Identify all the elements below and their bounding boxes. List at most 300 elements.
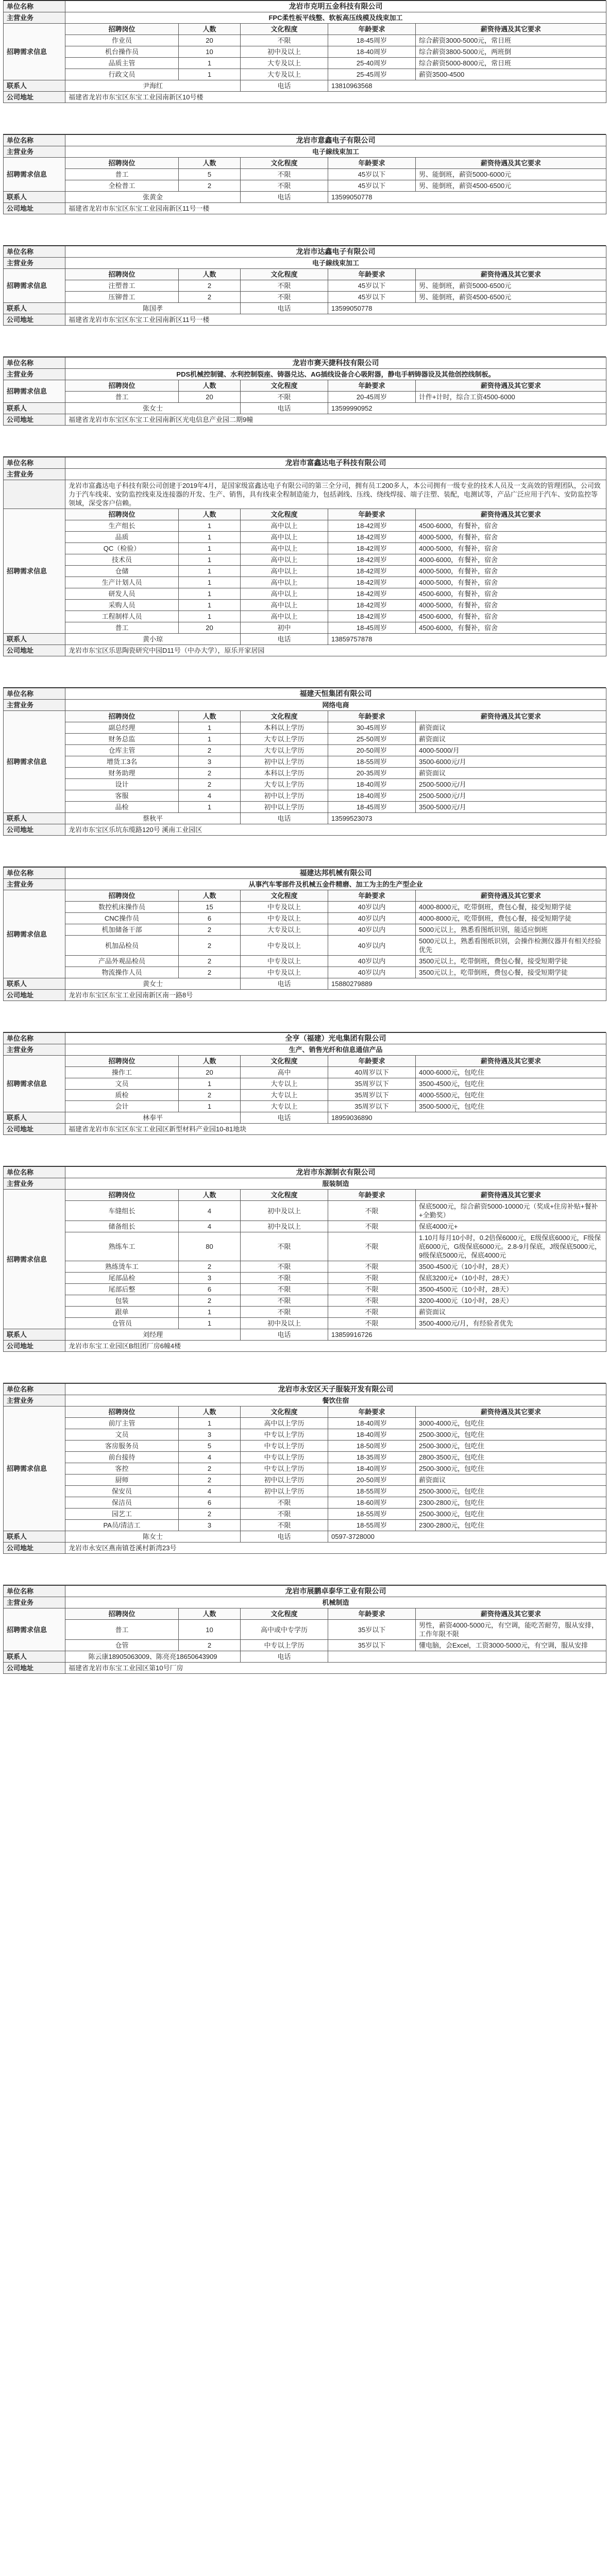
address-row — [4, 1543, 606, 1554]
job-education: 不限 — [241, 292, 328, 303]
job-row — [4, 69, 606, 80]
job-row — [4, 1463, 606, 1475]
job-post: 保洁员 — [65, 1497, 179, 1509]
job-education: 高中以上 — [241, 611, 328, 622]
job-post: 物流操作人员 — [65, 967, 179, 978]
address-row — [4, 203, 606, 214]
job-row — [4, 1520, 606, 1531]
job-post: 机加储备干部 — [65, 924, 179, 936]
company-name-row — [4, 1384, 606, 1395]
row-label — [4, 480, 65, 509]
contact-name: 尹海红 — [65, 80, 241, 92]
contact-name: 黄女士 — [65, 978, 241, 990]
row-label: 单位名称 — [4, 1586, 65, 1597]
job-count: 5 — [179, 169, 241, 180]
job-post: 会计 — [65, 1101, 179, 1112]
job-education: 中专及以上 — [241, 967, 328, 978]
job-post: 保安员 — [65, 1486, 179, 1497]
job-count: 2 — [179, 292, 241, 303]
company-address: 福建省龙岩市东宝工业园区第10号厂房 — [65, 1663, 606, 1674]
job-row — [4, 392, 606, 403]
job-education: 初中及以上 — [241, 46, 328, 58]
contact-row — [4, 634, 606, 645]
company-table — [3, 688, 606, 836]
contact-row — [4, 1651, 606, 1663]
job-post: 品质主管 — [65, 58, 179, 69]
job-count: 2 — [179, 768, 241, 779]
address-row — [4, 414, 606, 426]
job-age: 18-42周岁 — [328, 532, 416, 543]
job-education: 本科以上学历 — [241, 768, 328, 779]
contact-phone: 13599990952 — [328, 403, 606, 414]
job-salary: 男、能倒班，薪资4500-6500元 — [416, 292, 606, 303]
business-row — [4, 700, 606, 711]
job-count: 2 — [179, 280, 241, 292]
contact-row — [4, 303, 606, 314]
row-label: 招聘需求信息 — [4, 158, 65, 192]
job-salary: 计件+计时，综合工资4500-6000 — [416, 392, 606, 403]
address-row — [4, 1124, 606, 1135]
column-header: 文化程度 — [241, 380, 328, 392]
job-count: 2 — [179, 1090, 241, 1101]
job-salary: 2500-3000元，包吃住 — [416, 1463, 606, 1475]
job-post: 客控 — [65, 1463, 179, 1475]
job-education: 大专以上学历 — [241, 779, 328, 790]
job-age: 不限 — [328, 1307, 416, 1318]
row-label: 联系人 — [4, 80, 65, 92]
column-header: 文化程度 — [241, 890, 328, 902]
job-row — [4, 1261, 606, 1273]
job-education: 大专以上学历 — [241, 734, 328, 745]
job-age: 45岁以下 — [328, 180, 416, 192]
row-label: 主营业务 — [4, 1597, 65, 1608]
job-count: 1 — [179, 58, 241, 69]
job-age: 40岁以内 — [328, 967, 416, 978]
job-row — [4, 577, 606, 588]
job-row — [4, 1640, 606, 1651]
column-header: 年龄要求 — [328, 711, 416, 722]
job-age: 25-40周岁 — [328, 58, 416, 69]
job-post: 注塑普工 — [65, 280, 179, 292]
job-education: 初中 — [241, 622, 328, 634]
column-header: 年龄要求 — [328, 158, 416, 169]
phone-label: 电话 — [241, 1329, 328, 1341]
row-label: 公司地址 — [4, 414, 65, 426]
job-salary: 4500-6000，有餐补，宿舍 — [416, 611, 606, 622]
contact-phone: 13859916726 — [328, 1329, 606, 1341]
company-name: 龙岩市永安区天子服装开发有限公司 — [65, 1384, 606, 1395]
job-post: 财务总监 — [65, 734, 179, 745]
job-age: 40岁以内 — [328, 924, 416, 936]
job-age: 40周岁以下 — [328, 1067, 416, 1078]
job-row — [4, 46, 606, 58]
job-age: 35岁以下 — [328, 1640, 416, 1651]
column-header: 年龄要求 — [328, 1608, 416, 1620]
job-count: 3 — [179, 1429, 241, 1440]
job-post: 前台接待 — [65, 1452, 179, 1463]
company-business: 电子線线束加工 — [65, 146, 606, 158]
contact-row — [4, 1531, 606, 1543]
job-education: 初中以上学历 — [241, 790, 328, 802]
column-header: 招聘岗位 — [65, 1056, 179, 1067]
job-education: 高中 — [241, 1067, 328, 1078]
job-count: 20 — [179, 35, 241, 46]
job-post: 普工 — [65, 622, 179, 634]
job-post: 前厅主管 — [65, 1418, 179, 1429]
job-count: 4 — [179, 790, 241, 802]
job-count: 1 — [179, 611, 241, 622]
job-count: 1 — [179, 734, 241, 745]
row-label: 招聘需求信息 — [4, 1406, 65, 1531]
job-age: 18-40周岁 — [328, 779, 416, 790]
row-label: 主营业务 — [4, 1395, 65, 1406]
job-education: 本科以上学历 — [241, 722, 328, 734]
job-education: 大专及以上 — [241, 924, 328, 936]
column-header: 年龄要求 — [328, 1056, 416, 1067]
job-education: 中专以上学历 — [241, 1452, 328, 1463]
job-salary: 2500-3000元，包吃住 — [416, 1509, 606, 1520]
job-education: 初中以上学历 — [241, 802, 328, 813]
column-header-row — [4, 890, 606, 902]
job-row — [4, 779, 606, 790]
column-header: 文化程度 — [241, 24, 328, 35]
row-label: 联系人 — [4, 403, 65, 414]
contact-name: 陈云康18905063009、陈亮亮18650643909 — [65, 1651, 241, 1663]
job-row — [4, 734, 606, 745]
job-salary: 4000-5500元，包吃住 — [416, 1090, 606, 1101]
job-salary: 男、能倒班，薪资4500-6500元 — [416, 180, 606, 192]
job-age: 不限 — [328, 1232, 416, 1261]
row-label: 单位名称 — [4, 1033, 65, 1044]
row-label: 公司地址 — [4, 1124, 65, 1135]
job-count: 2 — [179, 1261, 241, 1273]
phone-label: 电话 — [241, 1112, 328, 1124]
job-post: 品检 — [65, 802, 179, 813]
contact-phone: 13599523073 — [328, 813, 606, 824]
job-age: 18-60周岁 — [328, 1497, 416, 1509]
column-header-row — [4, 711, 606, 722]
job-post: 仓储 — [65, 566, 179, 577]
company-table — [3, 246, 606, 326]
contact-row — [4, 1329, 606, 1341]
job-education: 高中以上 — [241, 566, 328, 577]
job-age: 不限 — [328, 1201, 416, 1221]
column-header: 人数 — [179, 1608, 241, 1620]
job-row — [4, 1307, 606, 1318]
job-salary: 4000-5000，有餐补，宿舍 — [416, 532, 606, 543]
row-label: 主营业务 — [4, 369, 65, 380]
job-age: 40岁以内 — [328, 913, 416, 924]
job-age: 25-50周岁 — [328, 734, 416, 745]
job-age: 20-50周岁 — [328, 745, 416, 756]
job-salary: 4500-6000，有餐补，宿舍 — [416, 520, 606, 532]
job-salary: 4500-6000，有餐补，宿舍 — [416, 622, 606, 634]
job-salary: 2800-3500元，包吃住 — [416, 1452, 606, 1463]
company-address: 龙岩市东宝工业园区B组团厂房6幢4楼 — [65, 1341, 606, 1352]
contact-row — [4, 978, 606, 990]
job-salary: 3500-6000元/月 — [416, 756, 606, 768]
row-label: 招聘需求信息 — [4, 269, 65, 303]
job-education: 大专及以上 — [241, 69, 328, 80]
job-education: 不限 — [241, 1307, 328, 1318]
job-count: 5 — [179, 1440, 241, 1452]
job-row — [4, 169, 606, 180]
column-header: 薪资待遇及其它要求 — [416, 269, 606, 280]
job-age: 45岁以下 — [328, 280, 416, 292]
job-post: PA员/清洁工 — [65, 1520, 179, 1531]
job-post: 普工 — [65, 1620, 179, 1640]
business-row — [4, 258, 606, 269]
job-salary: 4000-6000元，包吃住 — [416, 1067, 606, 1078]
job-salary: 薪资面议 — [416, 1475, 606, 1486]
job-row — [4, 1221, 606, 1232]
phone-label: 电话 — [241, 403, 328, 414]
address-row — [4, 92, 606, 103]
job-salary: 男、能倒班，薪资5000-6000元 — [416, 169, 606, 180]
column-header: 薪资待遇及其它要求 — [416, 711, 606, 722]
job-salary: 3500-4500元（10小时，28天） — [416, 1284, 606, 1295]
job-salary: 薪资3500-4500 — [416, 69, 606, 80]
contact-phone: 13599050778 — [328, 192, 606, 203]
job-row — [4, 588, 606, 600]
company-block — [3, 1166, 606, 1352]
job-salary: 保底3200元+（10小时，28天） — [416, 1273, 606, 1284]
job-count: 3 — [179, 1520, 241, 1531]
company-name-row — [4, 1033, 606, 1044]
company-table — [3, 1032, 606, 1135]
column-header: 人数 — [179, 24, 241, 35]
job-count: 2 — [179, 924, 241, 936]
job-age: 18-40周岁 — [328, 46, 416, 58]
column-header: 文化程度 — [241, 1608, 328, 1620]
job-education: 中专及以上 — [241, 936, 328, 956]
business-row — [4, 1597, 606, 1608]
column-header: 文化程度 — [241, 269, 328, 280]
job-post: 储备组长 — [65, 1221, 179, 1232]
company-address: 龙岩市东宝区乐思陶瓷研究中园D11号（中办大学），原乐开家居园 — [65, 645, 606, 656]
company-block — [3, 456, 606, 656]
column-header: 年龄要求 — [328, 24, 416, 35]
row-label: 公司地址 — [4, 203, 65, 214]
job-row — [4, 1418, 606, 1429]
job-age: 45岁以下 — [328, 169, 416, 180]
job-row — [4, 1101, 606, 1112]
company-name: 龙岩市意鑫电子有限公司 — [65, 135, 606, 146]
job-age: 25-45周岁 — [328, 69, 416, 80]
job-age: 20-50周岁 — [328, 1475, 416, 1486]
job-count: 1 — [179, 1418, 241, 1429]
job-education: 大专以上学历 — [241, 745, 328, 756]
row-label: 招聘需求信息 — [4, 1056, 65, 1112]
job-salary: 2500-3000元，包吃住 — [416, 1429, 606, 1440]
column-header-row — [4, 24, 606, 35]
job-count: 2 — [179, 1509, 241, 1520]
job-age: 不限 — [328, 1221, 416, 1232]
row-label: 公司地址 — [4, 645, 65, 656]
job-post: 园艺工 — [65, 1509, 179, 1520]
column-header: 招聘岗位 — [65, 890, 179, 902]
job-count: 1 — [179, 566, 241, 577]
job-age: 18-50周岁 — [328, 1440, 416, 1452]
phone-label: 电话 — [241, 1531, 328, 1543]
company-name-row — [4, 135, 606, 146]
contact-name: 林奉平 — [65, 1112, 241, 1124]
job-count: 1 — [179, 520, 241, 532]
row-label: 联系人 — [4, 634, 65, 645]
contact-row — [4, 192, 606, 203]
column-header: 薪资待遇及其它要求 — [416, 1406, 606, 1418]
address-row — [4, 1663, 606, 1674]
job-count: 6 — [179, 913, 241, 924]
job-education: 不限 — [241, 1232, 328, 1261]
company-address: 福建省龙岩市东宝区东宝工业园南新区光电信息产业园二期9幢 — [65, 414, 606, 426]
job-salary: 综合薪资3800-5000元，两班倒 — [416, 46, 606, 58]
job-education: 初中以上学历 — [241, 1486, 328, 1497]
phone-label: 电话 — [241, 80, 328, 92]
job-count: 2 — [179, 936, 241, 956]
job-row — [4, 802, 606, 813]
job-count: 1 — [179, 600, 241, 611]
row-label: 联系人 — [4, 1651, 65, 1663]
job-count: 2 — [179, 1640, 241, 1651]
job-salary: 薪资面议 — [416, 722, 606, 734]
job-age: 18-42周岁 — [328, 566, 416, 577]
row-label: 单位名称 — [4, 457, 65, 469]
job-count: 4 — [179, 1486, 241, 1497]
job-age: 20-45周岁 — [328, 392, 416, 403]
phone-label: 电话 — [241, 813, 328, 824]
company-business: 机械制造 — [65, 1597, 606, 1608]
job-education: 高中以上学历 — [241, 1418, 328, 1429]
business-row — [4, 879, 606, 890]
job-age: 35岁以下 — [328, 1620, 416, 1640]
job-count: 2 — [179, 779, 241, 790]
row-label: 主营业务 — [4, 469, 65, 480]
company-name: 全亨（福建）光电集团有限公司 — [65, 1033, 606, 1044]
company-table — [3, 357, 606, 426]
company-business: 生产、销售光纤和信息通信产品 — [65, 1044, 606, 1056]
column-header: 招聘岗位 — [65, 509, 179, 520]
job-row — [4, 180, 606, 192]
job-salary: 4000-6000，有餐补，宿舍 — [416, 554, 606, 566]
company-name: 龙岩市赛天捷科技有限公司 — [65, 358, 606, 369]
column-header: 薪资待遇及其它要求 — [416, 158, 606, 169]
job-row — [4, 956, 606, 967]
column-header: 人数 — [179, 711, 241, 722]
job-age: 18-42周岁 — [328, 554, 416, 566]
job-education: 中专以上学历 — [241, 1463, 328, 1475]
job-post: 技术员 — [65, 554, 179, 566]
contact-phone: 0597-3728000 — [328, 1531, 606, 1543]
company-block — [3, 1032, 606, 1135]
company-table — [3, 867, 606, 1001]
job-education: 不限 — [241, 1295, 328, 1307]
job-salary: 薪资面议 — [416, 734, 606, 745]
row-label: 公司地址 — [4, 824, 65, 836]
phone-label: 电话 — [241, 303, 328, 314]
job-age: 18-40周岁 — [328, 1463, 416, 1475]
job-education: 大专以上 — [241, 1101, 328, 1112]
job-count: 6 — [179, 1497, 241, 1509]
job-age: 18-42周岁 — [328, 520, 416, 532]
job-salary: 5000元以上，熟悉看图纸识别，会操作检测仪器并有相关经验优先 — [416, 936, 606, 956]
business-row — [4, 469, 606, 480]
job-age: 18-55周岁 — [328, 1486, 416, 1497]
job-education: 中专以上学历 — [241, 1640, 328, 1651]
job-age: 40岁以内 — [328, 936, 416, 956]
job-row — [4, 520, 606, 532]
job-education: 初中及以上 — [241, 1201, 328, 1221]
job-count: 80 — [179, 1232, 241, 1261]
job-row — [4, 936, 606, 956]
address-row — [4, 314, 606, 326]
job-row — [4, 600, 606, 611]
address-row — [4, 824, 606, 836]
row-label: 主营业务 — [4, 879, 65, 890]
company-block — [3, 245, 606, 326]
job-post: 文员 — [65, 1078, 179, 1090]
job-age: 35周岁以下 — [328, 1101, 416, 1112]
job-salary: 4000-5000/月 — [416, 745, 606, 756]
intro-row — [4, 480, 606, 509]
column-header: 人数 — [179, 509, 241, 520]
row-label: 联系人 — [4, 813, 65, 824]
company-block — [3, 1585, 606, 1674]
column-header: 年龄要求 — [328, 890, 416, 902]
job-count: 6 — [179, 1284, 241, 1295]
job-count: 4 — [179, 1221, 241, 1232]
column-header: 人数 — [179, 269, 241, 280]
job-post: 普工 — [65, 392, 179, 403]
address-row — [4, 990, 606, 1001]
job-education: 初中以上学历 — [241, 1475, 328, 1486]
job-post: 压铆普工 — [65, 292, 179, 303]
column-header: 薪资待遇及其它要求 — [416, 509, 606, 520]
job-age: 35周岁以下 — [328, 1078, 416, 1090]
column-header: 薪资待遇及其它要求 — [416, 24, 606, 35]
job-age: 18-55周岁 — [328, 1509, 416, 1520]
job-salary: 3200-4000元（10小时，28天） — [416, 1295, 606, 1307]
job-salary: 4000-5000，有餐补，宿舍 — [416, 600, 606, 611]
job-count: 2 — [179, 1463, 241, 1475]
company-address: 福建省龙岩市东宝区东宝工业园南新区10号楼 — [65, 92, 606, 103]
company-table — [3, 1, 606, 103]
job-education: 中专及以上 — [241, 956, 328, 967]
company-address: 福建省龙岩市东宝区东宝工业园区新型材料产业园10-81地块 — [65, 1124, 606, 1135]
contact-name: 张黄金 — [65, 192, 241, 203]
job-salary: 4000-5000，有餐补，宿舍 — [416, 543, 606, 554]
column-header-row — [4, 1190, 606, 1201]
row-label: 招聘需求信息 — [4, 24, 65, 80]
job-age: 40岁以内 — [328, 902, 416, 913]
job-age: 18-42周岁 — [328, 611, 416, 622]
job-count: 2 — [179, 967, 241, 978]
job-count: 1 — [179, 543, 241, 554]
job-row — [4, 543, 606, 554]
job-salary: 保底4000元+ — [416, 1221, 606, 1232]
company-block — [3, 134, 606, 214]
job-row — [4, 967, 606, 978]
job-row — [4, 1475, 606, 1486]
row-label: 招聘需求信息 — [4, 1190, 65, 1329]
job-row — [4, 58, 606, 69]
job-education: 高中以上 — [241, 543, 328, 554]
job-row — [4, 1440, 606, 1452]
job-education: 大专以上 — [241, 1090, 328, 1101]
column-header: 招聘岗位 — [65, 1406, 179, 1418]
job-salary: 懂电脑，会Excel，工资3000-5000元，有空调，服从安排 — [416, 1640, 606, 1651]
company-table — [3, 1585, 606, 1674]
